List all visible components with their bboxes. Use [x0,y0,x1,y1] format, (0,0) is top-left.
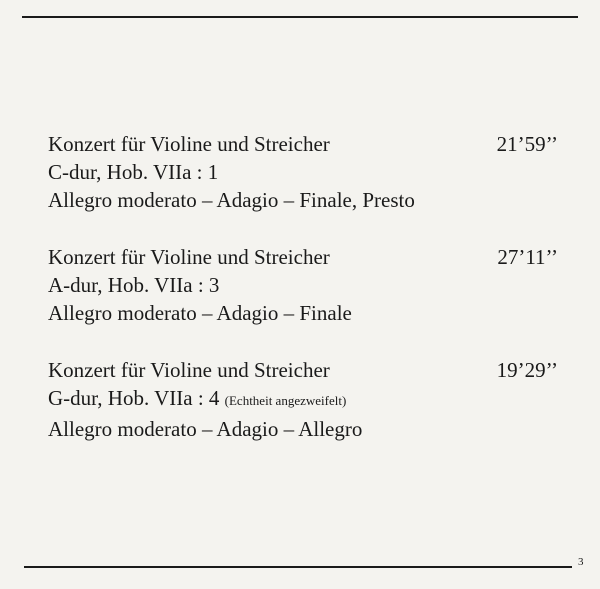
work-entry [48,356,558,443]
work-title-line [48,243,558,271]
work-key-line [48,384,558,415]
work-movements: Allegro moderato – Adagio – Finale, Presto [48,188,415,212]
work-key: A-dur, Hob. VIIa : 3 [48,273,220,297]
work-duration: 21’59’’ [496,132,558,156]
work-duration: 27’11’’ [497,245,558,269]
bottom-rule [24,566,572,568]
work-entry [48,130,558,214]
page-number: 3 [578,556,584,568]
work-title: Konzert für Violine und Streicher [48,245,330,269]
work-key: G-dur, Hob. VIIa : 4 [48,386,220,410]
work-title-line [48,130,558,158]
work-duration: 19’29’’ [496,358,558,382]
top-rule [22,16,578,18]
work-title: Konzert für Violine und Streicher [48,132,330,156]
work-movements: Allegro moderato – Adagio – Allegro [48,417,363,441]
work-key: C-dur, Hob. VIIa : 1 [48,160,219,184]
work-key-line [48,158,558,186]
work-entry [48,243,558,327]
work-title-line [48,356,558,384]
authenticity-note: (Echtheit angezweifelt) [224,393,347,408]
work-title: Konzert für Violine und Streicher [48,358,330,382]
work-movements: Allegro moderato – Adagio – Finale [48,301,352,325]
work-key-line [48,271,558,299]
